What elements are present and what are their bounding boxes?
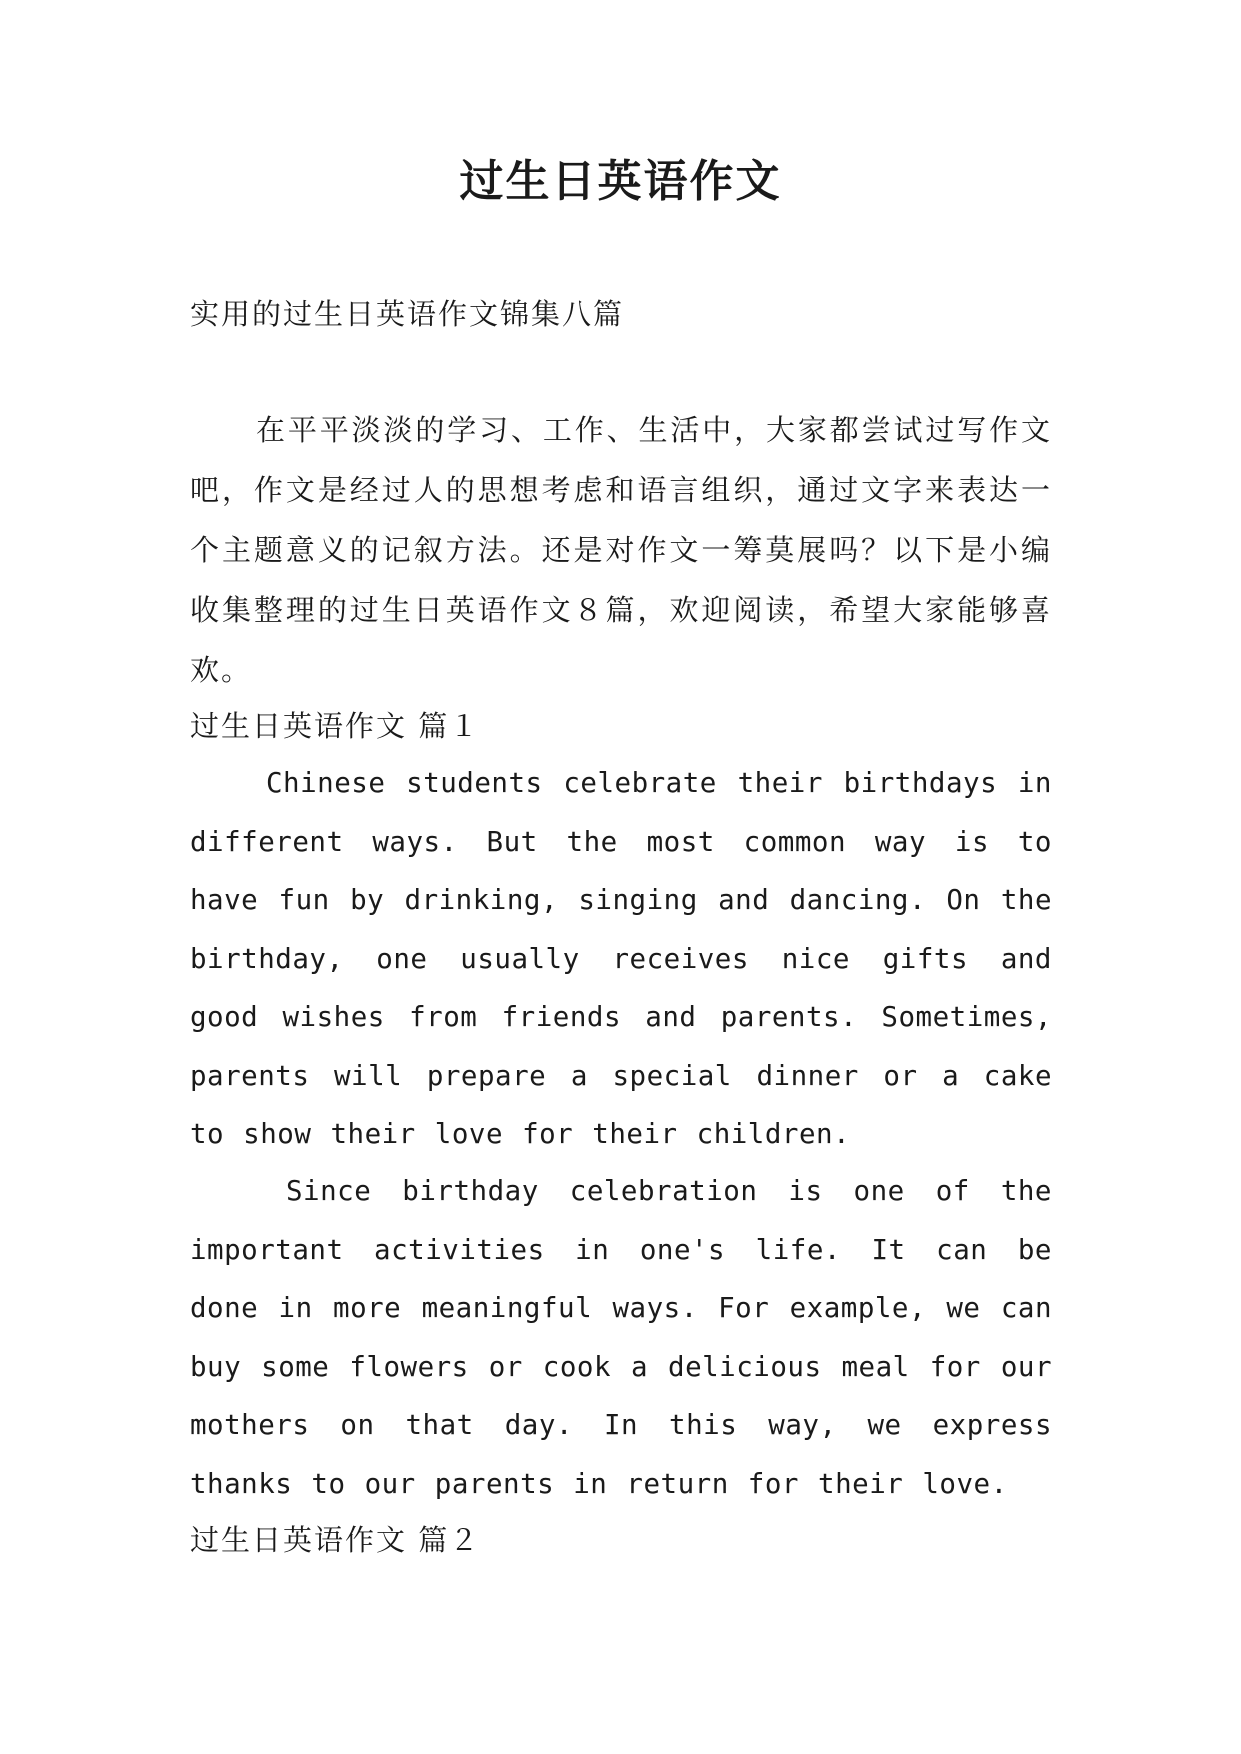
section-1-paragraph-2-block [190, 1162, 1052, 1513]
section-2-heading: 过生日英语作文 篇２ [190, 1523, 481, 1557]
section-1-paragraph-2: Since birthday celebration is one of the important activities in one's life. It can be done in more meaningful ways. For example, we can buy some flowers or cook a delicious meal for our mothers on that day. In this way, we express thanks to our parents in return for their love. [190, 1175, 1052, 1500]
intro-paragraph: 在平平淡淡的学习、工作、生活中，大家都尝试过写作文吧，作文是经过人的思想考虑和语言组织，通过文字来表达一个主题意义的记叙方法。还是对作文一筹莫展吗？以下是小编收集整理的过生日英语作文８篇，欢迎阅读，希望大家能够喜欢。 [190, 413, 1052, 687]
section-1-paragraph-1-block [190, 754, 1052, 1164]
section-1-paragraph-1: Chinese students celebrate their birthdays in different ways. But the most common way is to have fun by drinking, singing and dancing. On the birthday, one usually receives nice gifts and good wishes from friends and parents. Sometimes, parents will prepare a special dinner or a cake to show their love for their children. [190, 767, 1052, 1150]
section-1-heading: 过生日英语作文 篇１ [190, 709, 481, 743]
document-title: 过生日英语作文 [459, 156, 782, 207]
document-subtitle: 实用的过生日英语作文锦集八篇 [190, 297, 625, 331]
intro-block [190, 400, 1052, 700]
